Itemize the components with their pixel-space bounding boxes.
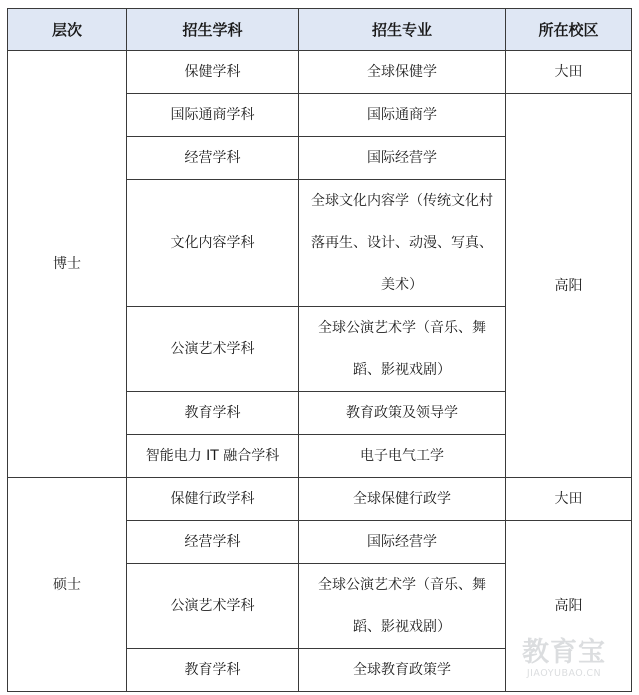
- admissions-table: [7, 8, 632, 692]
- subject-cell: 教育学科: [127, 392, 299, 435]
- watermark-logo: [509, 638, 619, 679]
- header-major: 招生专业: [299, 9, 506, 51]
- subject-cell: 公演艺术学科: [127, 307, 299, 392]
- major-cell: 全球保健学: [299, 51, 506, 94]
- subject-cell: 智能电力 IT 融合学科: [127, 435, 299, 478]
- level-doctoral: 博士: [8, 51, 127, 478]
- major-cell: 全球公演艺术学（音乐、舞蹈、影视戏剧）: [299, 564, 506, 649]
- table-row: [8, 478, 632, 521]
- subject-cell: 保健学科: [127, 51, 299, 94]
- table-row: [8, 51, 632, 94]
- major-cell: 国际经营学: [299, 521, 506, 564]
- major-cell: 全球教育政策学: [299, 649, 506, 692]
- campus-cell: 大田: [506, 51, 632, 94]
- header-subject: 招生学科: [127, 9, 299, 51]
- level-masters: 硕士: [8, 478, 127, 692]
- major-cell: 教育政策及领导学: [299, 392, 506, 435]
- subject-cell: 文化内容学科: [127, 180, 299, 307]
- subject-cell: 公演艺术学科: [127, 564, 299, 649]
- major-cell: 全球保健行政学: [299, 478, 506, 521]
- header-level: 层次: [8, 9, 127, 51]
- subject-cell: 保健行政学科: [127, 478, 299, 521]
- major-cell: 全球文化内容学（传统文化村落再生、设计、动漫、写真、美术）: [299, 180, 506, 307]
- campus-cell: 高阳: [506, 94, 632, 478]
- watermark-site: JIAOYUBAO.CN: [526, 668, 602, 679]
- campus-cell: 高阳: [506, 521, 632, 692]
- subject-cell: 国际通商学科: [127, 94, 299, 137]
- subject-cell: 经营学科: [127, 137, 299, 180]
- header-row: [8, 9, 632, 51]
- subject-cell: 经营学科: [127, 521, 299, 564]
- major-cell: 国际通商学: [299, 94, 506, 137]
- major-cell: 国际经营学: [299, 137, 506, 180]
- major-cell: 全球公演艺术学（音乐、舞蹈、影视戏剧）: [299, 307, 506, 392]
- subject-cell: 教育学科: [127, 649, 299, 692]
- major-cell: 电子电气工学: [299, 435, 506, 478]
- header-campus: 所在校区: [506, 9, 632, 51]
- watermark-brand: 教育宝: [522, 637, 606, 668]
- campus-cell: 大田: [506, 478, 632, 521]
